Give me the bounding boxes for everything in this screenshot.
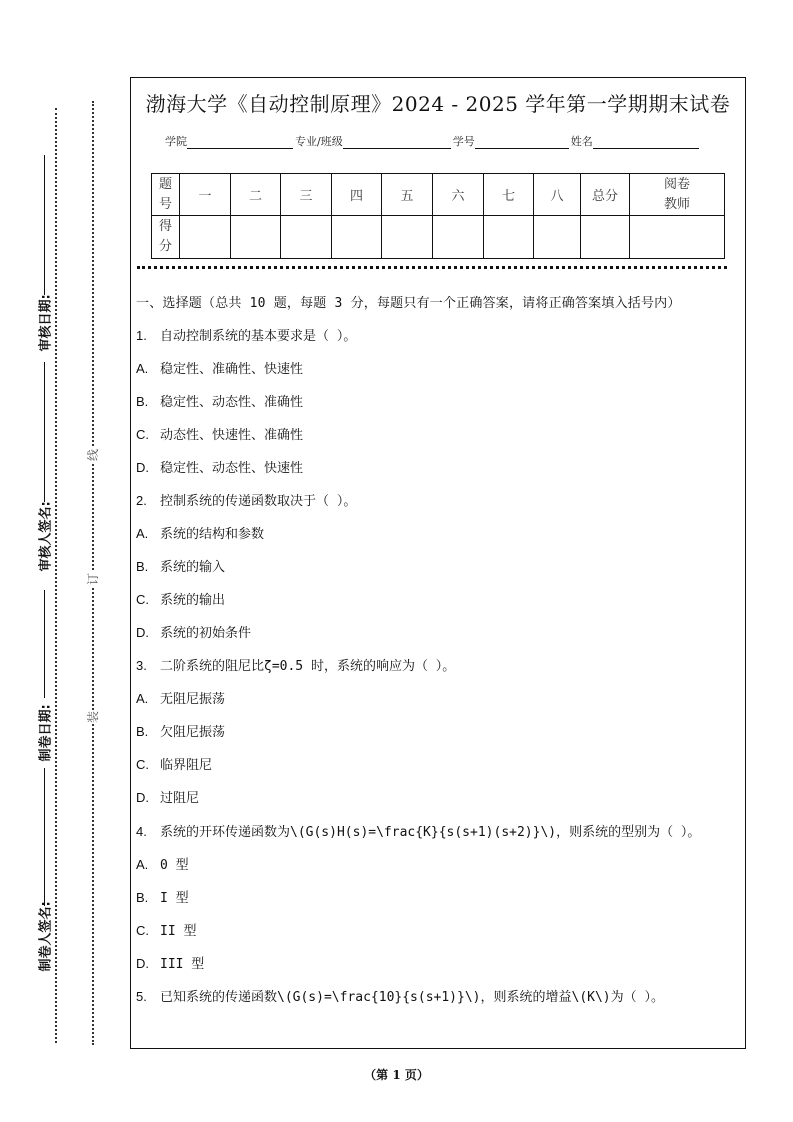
q4-option-a[interactable]: A. 0 型: [136, 857, 189, 873]
major-class-label: 专业/班级: [295, 135, 343, 148]
row-header-question-no: 题 号: [152, 174, 180, 216]
question-text: 自动控制系统的基本要求是（ ）。: [160, 329, 357, 344]
binding-char-xian: 线: [86, 449, 100, 462]
col-2: 二: [231, 174, 281, 216]
binding-char-ding: 订: [86, 573, 100, 586]
question-text: 已知系统的传递函数\(G(s)=\frac{10}{s(s+1)}\)，则系统的增益\(K\)为（ ）。: [160, 990, 664, 1005]
review-date-line: [44, 155, 45, 295]
reviewer-signature-label: 审核人签名:: [38, 501, 54, 572]
q2-option-c[interactable]: C. 系统的输出: [136, 592, 226, 608]
question-4: 4. 系统的开环传递函数为\(G(s)H(s)=\frac{K}{s(s+1)(s+2)}\)，则系统的型别为（ ）。: [136, 824, 701, 840]
college-label: 学院: [165, 135, 187, 148]
exam-title: 渤海大学《自动控制原理》2024 - 2025 学年第一学期期末试卷: [145, 92, 731, 116]
binding-char-zhuang: 装: [86, 711, 100, 724]
q1-option-a[interactable]: A. 稳定性、准确性、快速性: [136, 361, 304, 377]
name-label: 姓名: [570, 135, 593, 148]
col-total: 总分: [581, 174, 630, 216]
q3-option-c[interactable]: C. 临界阻尼: [136, 757, 213, 773]
question-2: 2. 控制系统的传递函数取决于（ ）。: [136, 493, 357, 509]
college-field[interactable]: [187, 136, 293, 149]
q3-option-a[interactable]: A. 无阻尼振荡: [136, 691, 226, 707]
q3-option-d[interactable]: D. 过阻尼: [136, 790, 200, 806]
score-cell-4[interactable]: [332, 216, 382, 259]
score-cell-3[interactable]: [281, 216, 332, 259]
question-5: 5. 已知系统的传递函数\(G(s)=\frac{10}{s(s+1)}\)，则系统的增益\(K\)为（ ）。: [136, 989, 664, 1005]
score-cell-6[interactable]: [433, 216, 484, 259]
student-info-row: [165, 133, 701, 149]
col-5: 五: [382, 174, 433, 216]
header-separator-dotted: [137, 266, 727, 269]
q1-option-c[interactable]: C. 动态性、快速性、准确性: [136, 427, 304, 443]
review-date-label: 审核日期:: [38, 294, 54, 352]
exam-page-frame: [130, 77, 746, 1049]
score-cell-8[interactable]: [534, 216, 581, 259]
preparer-signature-label: 制卷人签名:: [38, 901, 54, 972]
prep-date-line: [44, 590, 45, 698]
score-cell-5[interactable]: [382, 216, 433, 259]
name-field[interactable]: [593, 136, 699, 149]
score-table-score-row: [152, 216, 725, 259]
question-1: 1. 自动控制系统的基本要求是（ ）。: [136, 328, 357, 344]
q1-option-b[interactable]: B. 稳定性、动态性、准确性: [136, 394, 304, 410]
exam-body: [136, 292, 740, 1019]
col-3: 三: [281, 174, 332, 216]
col-7: 七: [484, 174, 534, 216]
q1-option-d[interactable]: D. 稳定性、动态性、快速性: [136, 460, 304, 476]
question-text: 二阶系统的阻尼比ζ=0.5 时，系统的响应为（ ）。: [160, 659, 456, 674]
score-cell-total[interactable]: [581, 216, 630, 259]
col-4: 四: [332, 174, 382, 216]
score-cell-grader[interactable]: [630, 216, 725, 259]
score-table-header-row: [152, 174, 725, 216]
page-number: （第 1 页）: [364, 1068, 429, 1082]
q4-option-b[interactable]: B. I 型: [136, 890, 189, 906]
q3-option-b[interactable]: B. 欠阻尼振荡: [136, 724, 226, 740]
reviewer-signature-line: [44, 362, 45, 502]
row-header-score: 得 分: [152, 216, 180, 259]
question-text: 系统的开环传递函数为\(G(s)H(s)=\frac{K}{s(s+1)(s+2)}\)，则系统的型别为（ ）。: [160, 825, 701, 840]
major-class-field[interactable]: [343, 136, 451, 149]
score-table: [151, 173, 725, 259]
prep-date-label: 制卷日期:: [38, 704, 54, 762]
score-cell-1[interactable]: [180, 216, 231, 259]
col-grader: 阅卷 教师: [630, 174, 725, 216]
q4-option-d[interactable]: D. III 型: [136, 956, 205, 972]
score-cell-7[interactable]: [484, 216, 534, 259]
q2-option-b[interactable]: B. 系统的输入: [136, 559, 226, 575]
score-cell-2[interactable]: [231, 216, 281, 259]
question-3: 3. 二阶系统的阻尼比ζ=0.5 时，系统的响应为（ ）。: [136, 658, 456, 674]
col-1: 一: [180, 174, 231, 216]
question-text: 控制系统的传递函数取决于（ ）。: [160, 494, 357, 509]
binding-dotted-line-outer: [55, 108, 57, 1043]
col-8: 八: [534, 174, 581, 216]
col-6: 六: [433, 174, 484, 216]
student-id-field[interactable]: [475, 136, 569, 149]
q2-option-a[interactable]: A. 系统的结构和参数: [136, 526, 265, 542]
student-id-label: 学号: [452, 135, 475, 148]
preparer-signature-line: [44, 768, 45, 906]
section-heading: 一、选择题（总共 10 题，每题 3 分，每题只有一个正确答案，请将正确答案填入括号内）: [136, 296, 681, 311]
q2-option-d[interactable]: D. 系统的初始条件: [136, 625, 252, 641]
q4-option-c[interactable]: C. II 型: [136, 923, 197, 939]
